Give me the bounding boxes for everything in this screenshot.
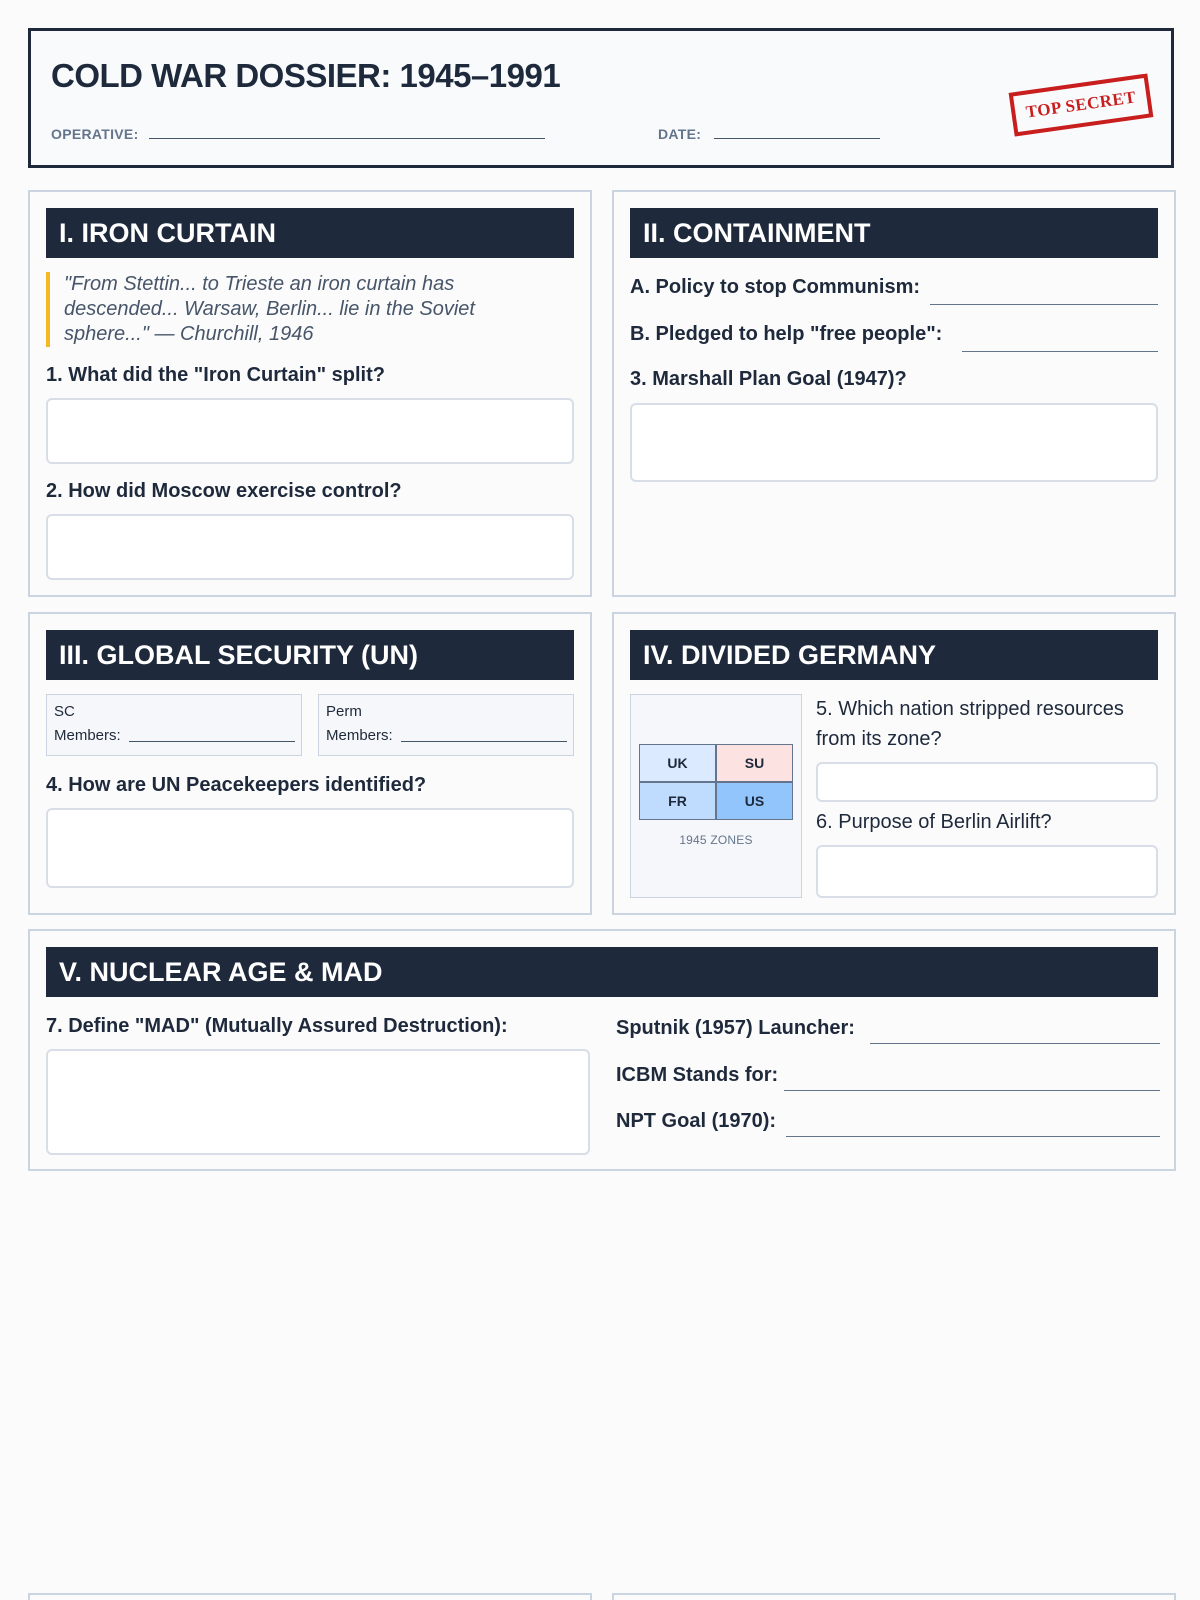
page-title: COLD WAR DOSSIER: 1945–1991 bbox=[51, 57, 561, 94]
icbm-label: ICBM Stands for: bbox=[616, 1064, 779, 1086]
operative-field[interactable] bbox=[149, 138, 545, 139]
question-4: 4. How are UN Peacekeepers identified? bbox=[46, 774, 427, 796]
answer-box-3[interactable] bbox=[630, 403, 1158, 482]
section-title: I. IRON CURTAIN bbox=[46, 208, 574, 258]
date-field[interactable] bbox=[714, 138, 880, 139]
question-5: 5. Which nation stripped resources from its zone? bbox=[816, 698, 1124, 750]
next-panel-left bbox=[28, 1593, 592, 1600]
section-title: IV. DIVIDED GERMANY bbox=[630, 630, 1158, 680]
question-a: A. Policy to stop Communism: bbox=[630, 276, 921, 298]
icbm-field[interactable] bbox=[784, 1090, 1160, 1091]
question-1: 1. What did the "Iron Curtain" split? bbox=[46, 364, 385, 386]
section-title: III. GLOBAL SECURITY (UN) bbox=[46, 630, 574, 680]
sputnik-label: Sputnik (1957) Launcher: bbox=[616, 1017, 855, 1039]
members-label: Members: bbox=[326, 727, 393, 744]
zone-uk: UK bbox=[639, 744, 716, 782]
question-6: 6. Purpose of Berlin Airlift? bbox=[816, 811, 1052, 833]
churchill-quote: "From Stettin... to Trieste an iron curtain has descended... Warsaw, Berlin... lie in the Soviet sphere..." — Churchill, 1946 bbox=[46, 272, 556, 347]
answer-line-a[interactable] bbox=[930, 304, 1158, 305]
npt-label: NPT Goal (1970): bbox=[616, 1110, 777, 1132]
answer-box-5[interactable] bbox=[816, 762, 1158, 802]
section-iron-curtain bbox=[28, 190, 592, 597]
perm-members-field[interactable] bbox=[401, 741, 567, 742]
question-7: 7. Define "MAD" (Mutually Assured Destruction): bbox=[46, 1015, 508, 1037]
answer-box-1[interactable] bbox=[46, 398, 574, 464]
perm-label: Perm bbox=[326, 703, 362, 720]
answer-box-4[interactable] bbox=[46, 808, 574, 888]
zone-su: SU bbox=[716, 744, 793, 782]
zone-fr: FR bbox=[639, 782, 716, 820]
section-divided-germany bbox=[612, 612, 1176, 915]
sc-label: SC bbox=[54, 703, 75, 720]
section-global-security bbox=[28, 612, 592, 915]
section-title: V. NUCLEAR AGE & MAD bbox=[46, 947, 1158, 997]
question-3: 3. Marshall Plan Goal (1947)? bbox=[630, 368, 907, 390]
answer-box-7[interactable] bbox=[46, 1049, 590, 1155]
next-panel-right bbox=[612, 1593, 1176, 1600]
germany-zones-map bbox=[630, 694, 802, 898]
map-caption: 1945 ZONES bbox=[679, 833, 753, 847]
section-containment bbox=[612, 190, 1176, 597]
perm-members-card bbox=[318, 694, 574, 756]
question-b: B. Pledged to help "free people": bbox=[630, 323, 943, 345]
sputnik-field[interactable] bbox=[870, 1043, 1160, 1044]
dossier-header bbox=[28, 28, 1174, 168]
sc-members-field[interactable] bbox=[129, 741, 295, 742]
npt-field[interactable] bbox=[786, 1136, 1160, 1137]
answer-box-2[interactable] bbox=[46, 514, 574, 580]
answer-box-6[interactable] bbox=[816, 845, 1158, 898]
date-label: DATE: bbox=[658, 126, 702, 142]
zone-us: US bbox=[716, 782, 793, 820]
question-2: 2. How did Moscow exercise control? bbox=[46, 480, 402, 502]
section-nuclear-age bbox=[28, 929, 1176, 1171]
answer-line-b[interactable] bbox=[962, 351, 1158, 352]
members-label: Members: bbox=[54, 727, 121, 744]
sc-members-card bbox=[46, 694, 302, 756]
operative-label: OPERATIVE: bbox=[51, 126, 139, 142]
top-secret-stamp: TOP SECRET bbox=[1009, 73, 1154, 136]
section-title: II. CONTAINMENT bbox=[630, 208, 1158, 258]
